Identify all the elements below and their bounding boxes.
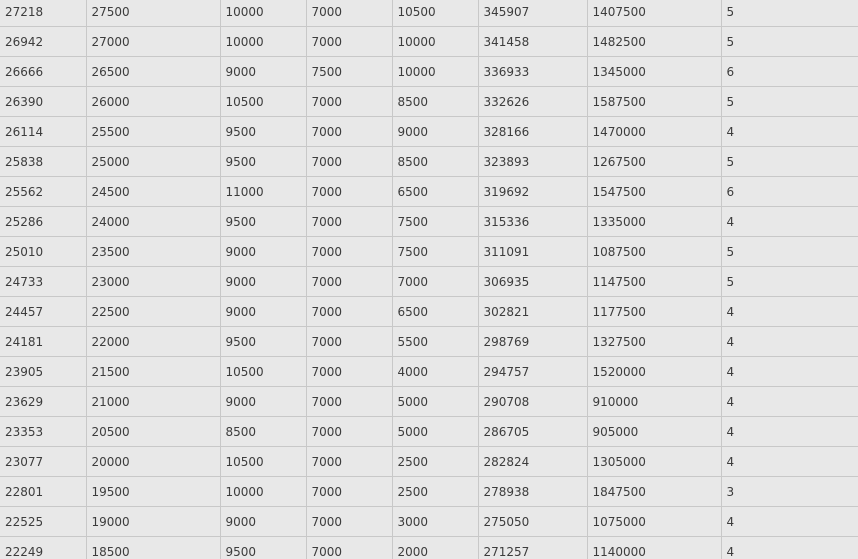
table-cell: 10500 [392,0,478,27]
table-cell: 25010 [0,237,86,267]
table-cell: 26114 [0,117,86,147]
table-row [0,447,858,477]
table-cell: 5 [721,147,858,177]
table-cell: 11000 [220,177,306,207]
table-row [0,117,858,147]
table-cell: 1087500 [587,237,721,267]
table-cell: 8500 [392,147,478,177]
table-cell: 23353 [0,417,86,447]
table-cell: 910000 [587,387,721,417]
table-cell: 10000 [220,27,306,57]
table-cell: 8500 [220,417,306,447]
table-row [0,297,858,327]
table-cell: 319692 [478,177,587,207]
table-cell: 5000 [392,387,478,417]
table-cell: 9000 [220,237,306,267]
table-cell: 1327500 [587,327,721,357]
table-cell: 27000 [86,27,220,57]
table-cell: 23629 [0,387,86,417]
table-cell: 282824 [478,447,587,477]
table-row [0,207,858,237]
table-cell: 4 [721,507,858,537]
table-cell: 3000 [392,507,478,537]
table-cell: 5500 [392,327,478,357]
table-cell: 21500 [86,357,220,387]
table-cell: 27218 [0,0,86,27]
table-row [0,87,858,117]
table-cell: 10500 [220,87,306,117]
table-cell: 7000 [306,387,392,417]
table-cell: 1140000 [587,537,721,559]
table-cell: 23000 [86,267,220,297]
table-cell: 290708 [478,387,587,417]
table-cell: 1520000 [587,357,721,387]
table-cell: 7000 [306,327,392,357]
table-cell: 905000 [587,417,721,447]
table-cell: 7000 [306,537,392,559]
table-cell: 25286 [0,207,86,237]
table-cell: 9000 [392,117,478,147]
table-cell: 24457 [0,297,86,327]
table-cell: 19000 [86,507,220,537]
table-cell: 9500 [220,537,306,559]
table-cell: 9500 [220,117,306,147]
table-cell: 9500 [220,207,306,237]
table-cell: 18500 [86,537,220,559]
table-cell: 9000 [220,57,306,87]
table-cell: 9500 [220,327,306,357]
table-cell: 332626 [478,87,587,117]
table-cell: 22249 [0,537,86,559]
table-cell: 20000 [86,447,220,477]
table-cell: 6 [721,57,858,87]
table-cell: 4 [721,297,858,327]
table-cell: 22000 [86,327,220,357]
table-cell: 6500 [392,297,478,327]
table-cell: 23905 [0,357,86,387]
table-cell: 1407500 [587,0,721,27]
table-row [0,27,858,57]
table-cell: 336933 [478,57,587,87]
table-cell: 4 [721,117,858,147]
table-cell: 271257 [478,537,587,559]
table-cell: 19500 [86,477,220,507]
table-cell: 9500 [220,147,306,177]
table-cell: 7000 [306,177,392,207]
table-cell: 345907 [478,0,587,27]
table-cell: 25562 [0,177,86,207]
table-cell: 7000 [306,447,392,477]
table-cell: 1847500 [587,477,721,507]
table-cell: 2500 [392,447,478,477]
table-cell: 2500 [392,477,478,507]
table-cell: 7000 [306,357,392,387]
table-row [0,507,858,537]
table-cell: 20500 [86,417,220,447]
table-cell: 1482500 [587,27,721,57]
table-cell: 1177500 [587,297,721,327]
table-cell: 25838 [0,147,86,177]
table-cell: 4 [721,357,858,387]
table-cell: 26942 [0,27,86,57]
table-cell: 323893 [478,147,587,177]
table-cell: 7500 [392,207,478,237]
table-row [0,177,858,207]
table-cell: 302821 [478,297,587,327]
table-cell: 22500 [86,297,220,327]
table-cell: 341458 [478,27,587,57]
table-cell: 1147500 [587,267,721,297]
table-row [0,237,858,267]
table-cell: 7000 [306,117,392,147]
table-cell: 7000 [306,0,392,27]
table-cell: 4 [721,207,858,237]
table-cell: 275050 [478,507,587,537]
table-cell: 6500 [392,177,478,207]
table-cell: 294757 [478,357,587,387]
table-cell: 1547500 [587,177,721,207]
table-cell: 7000 [306,297,392,327]
table-cell: 7000 [306,237,392,267]
table-cell: 5 [721,0,858,27]
table-cell: 6 [721,177,858,207]
table-cell: 1470000 [587,117,721,147]
table-cell: 7500 [306,57,392,87]
table-cell: 26666 [0,57,86,87]
table-cell: 4 [721,387,858,417]
table-cell: 7000 [306,27,392,57]
table-cell: 1587500 [587,87,721,117]
table-row [0,417,858,447]
table-cell: 311091 [478,237,587,267]
table-cell: 1305000 [587,447,721,477]
table-cell: 1075000 [587,507,721,537]
table-cell: 5 [721,27,858,57]
table-cell: 23500 [86,237,220,267]
table-cell: 23077 [0,447,86,477]
table-cell: 25000 [86,147,220,177]
table-cell: 9000 [220,507,306,537]
table-cell: 4 [721,537,858,559]
table-row [0,57,858,87]
table-cell: 27500 [86,0,220,27]
table-cell: 10000 [392,27,478,57]
table-cell: 26500 [86,57,220,87]
table-cell: 2000 [392,537,478,559]
table-cell: 328166 [478,117,587,147]
table-cell: 7000 [306,147,392,177]
table-cell: 8500 [392,87,478,117]
table-cell: 4000 [392,357,478,387]
table-cell: 21000 [86,387,220,417]
table-cell: 10000 [220,0,306,27]
table-cell: 5 [721,267,858,297]
table-cell: 7000 [306,207,392,237]
table-cell: 24500 [86,177,220,207]
table-cell: 24733 [0,267,86,297]
table-cell: 10500 [220,357,306,387]
table-cell: 1267500 [587,147,721,177]
table-cell: 10500 [220,447,306,477]
table-cell: 9000 [220,297,306,327]
table-cell: 7000 [306,87,392,117]
table-row [0,537,858,559]
table-cell: 298769 [478,327,587,357]
table-cell: 10000 [220,477,306,507]
table-row [0,327,858,357]
table-cell: 22801 [0,477,86,507]
table-cell: 24000 [86,207,220,237]
table-cell: 10000 [392,57,478,87]
table-cell: 1335000 [587,207,721,237]
table-cell: 5 [721,237,858,267]
table-row [0,357,858,387]
table-cell: 3 [721,477,858,507]
table-cell: 7000 [306,477,392,507]
table-cell: 286705 [478,417,587,447]
table-row [0,147,858,177]
table-row [0,477,858,507]
table-row [0,387,858,417]
table-cell: 4 [721,447,858,477]
table-cell: 7000 [306,267,392,297]
table-cell: 26000 [86,87,220,117]
table-cell: 7000 [392,267,478,297]
table-row [0,0,858,27]
table-cell: 7000 [306,507,392,537]
table-cell: 24181 [0,327,86,357]
table-cell: 315336 [478,207,587,237]
table-cell: 5 [721,87,858,117]
table-cell: 9000 [220,387,306,417]
table-cell: 7500 [392,237,478,267]
table-cell: 1345000 [587,57,721,87]
table-cell: 7000 [306,417,392,447]
table-cell: 22525 [0,507,86,537]
table-cell: 9000 [220,267,306,297]
table-cell: 278938 [478,477,587,507]
table-row [0,267,858,297]
table-cell: 4 [721,417,858,447]
table-cell: 5000 [392,417,478,447]
table-cell: 306935 [478,267,587,297]
table-cell: 25500 [86,117,220,147]
table-cell: 4 [721,327,858,357]
table-cell: 26390 [0,87,86,117]
